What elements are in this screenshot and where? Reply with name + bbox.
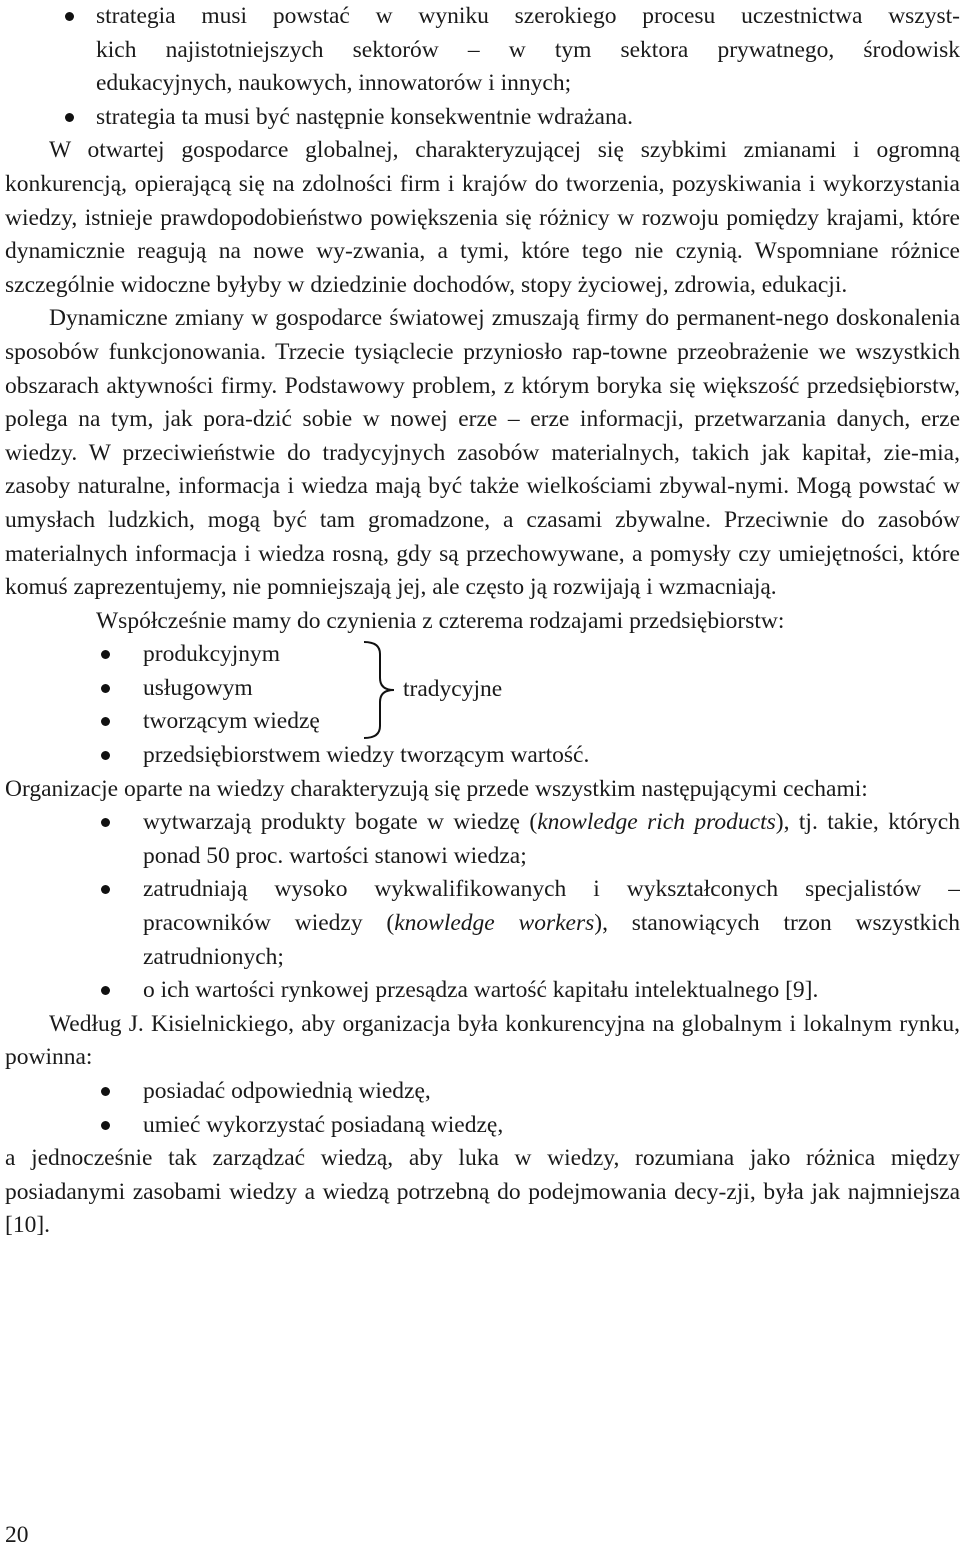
paragraph: W otwartej gospodarce globalnej, charakteryzującej się szybkimi zmianami i ogromną konkurencją, opierającą się na zdolności firm i krajów do tworzenia, pozyskiwania i wykorzystania wiedzy, istnieje prawdopodobieństwo powiększenia się różnicy w rozwoju pomiędzy krajami, które dynamicznie reagują na nowe wy-zwania, a tymi, które tego nie czynią. Wspomniane różnice szczególnie widoczne byłyby w dziedzinie dochodów, stopy życiowej, zdrowia, edukacji. — [5, 137, 960, 298]
list-item-text: tworzącym wiedzę — [143, 708, 320, 735]
paragraph: Organizacje oparte na wiedzy charakteryzują się przede wszystkim następującymi cechami: — [5, 775, 868, 802]
list-item — [5, 101, 960, 135]
bullet-icon — [101, 684, 110, 693]
brace-label: tradycyjne — [403, 676, 503, 703]
list-item-text: usługowym — [143, 674, 253, 701]
bullet-icon — [65, 113, 74, 122]
bullet-icon — [101, 818, 110, 827]
document-page — [5, 0, 960, 1243]
list-item: o ich wartości rynkowej przesądza wartość kapitału intelektualnego [9]. — [5, 974, 960, 1008]
bullet-icon — [101, 751, 110, 760]
page-number: 20 — [5, 1522, 29, 1548]
list-item — [5, 638, 960, 672]
bullet-icon — [101, 650, 110, 659]
features-list — [5, 806, 960, 1008]
bullet-icon — [101, 986, 110, 995]
bullet-icon — [101, 885, 110, 894]
strategy-bullet-list — [5, 0, 960, 134]
text-line: kich najistotniejszych sektorów – w tym sektora prywatnego, środowisk — [96, 36, 960, 63]
bullet-icon — [101, 717, 110, 726]
list-item-text: posiadać odpowiednią wiedzę, — [143, 1078, 431, 1104]
paragraph: Według J. Kisielnickiego, aby organizacja była konkurencyjna na globalnym i lokalnym rynku, powinna: — [5, 1010, 960, 1071]
list-item: zatrudniają wysoko wykwalifikowanych i wykształconych specjalistów – pracowników wiedzy (knowledge workers), stanowiących trzon wszystkich zatrudnionych; — [5, 873, 960, 974]
list-item-text: umieć wykorzystać posiadaną wiedzę, — [143, 1111, 504, 1138]
text-line: edukacyjnych, naukowych, innowatorów i innych; — [96, 70, 572, 97]
bullet-icon — [65, 12, 74, 21]
requirements-list — [5, 1075, 960, 1142]
list-item — [5, 739, 960, 773]
bullet-icon — [101, 1087, 110, 1096]
list-item — [5, 1109, 960, 1143]
curly-brace-icon — [360, 640, 400, 740]
text-line: strategia ta musi być następnie konsekwentnie wdrażana. — [96, 103, 634, 130]
list-item-text: przedsiębiorstwem wiedzy tworzącym wartość. — [143, 742, 590, 769]
bullet-icon — [101, 1121, 110, 1130]
list-item — [5, 0, 960, 101]
paragraph: Dynamiczne zmiany w gospodarce światowej zmuszają firmy do permanent-nego doskonalenia sposobów funkcjonowania. Trzecie tysiąclecie przyniosło rap-towne przeobrażenie we wszystkich obszarach aktywności firmy. Podstawowy problem, z którym boryka się większość przedsiębiorstw, polega na tym, jak pora-dzić sobie w nowej erze – erze informacji, przetwarzania danych, erze wiedzy. W przeciwieństwie do tradycyjnych zasobów materialnych, takich jak kapitał, zie-mia, zasoby naturalne, informacja i wiedza mają być także wielkościami zbywal-nymi. Mogą powstać w umysłach ludzkich, mogą być tam gromadzone, a czasami zbywalne. Przeciwnie do zasobów materialnych informacja i wiedza rosną, gdy są przechowywane, a pomysły czy umiejętności, które komuś zaprezentujemy, nie pomniejszają jej, ale często ją rozwijają i wzmacniają. — [5, 305, 960, 601]
list-item — [5, 705, 960, 739]
text-line: strategia musi powstać w wyniku szerokiego procesu uczestnictwa wszyst- — [96, 3, 960, 29]
paragraph: a jednocześnie tak zarządzać wiedzą, aby luka w wiedzy, rozumiana jako różnica między posiadanymi zasobami wiedzy a wiedzą potrzebną do podejmowania decy-zji, była jak najmniejsza [10]. — [5, 1145, 960, 1239]
enterprise-types-block — [5, 638, 960, 772]
paragraph: Współcześnie mamy do czynienia z czterema rodzajami przedsiębiorstw: — [96, 607, 785, 634]
list-item-text: produkcyjnym — [143, 641, 281, 668]
list-item — [5, 1075, 960, 1109]
list-item: wytwarzają produkty bogate w wiedzę (knowledge rich products), tj. takie, których ponad 50 proc. wartości stanowi wiedza; — [5, 806, 960, 873]
